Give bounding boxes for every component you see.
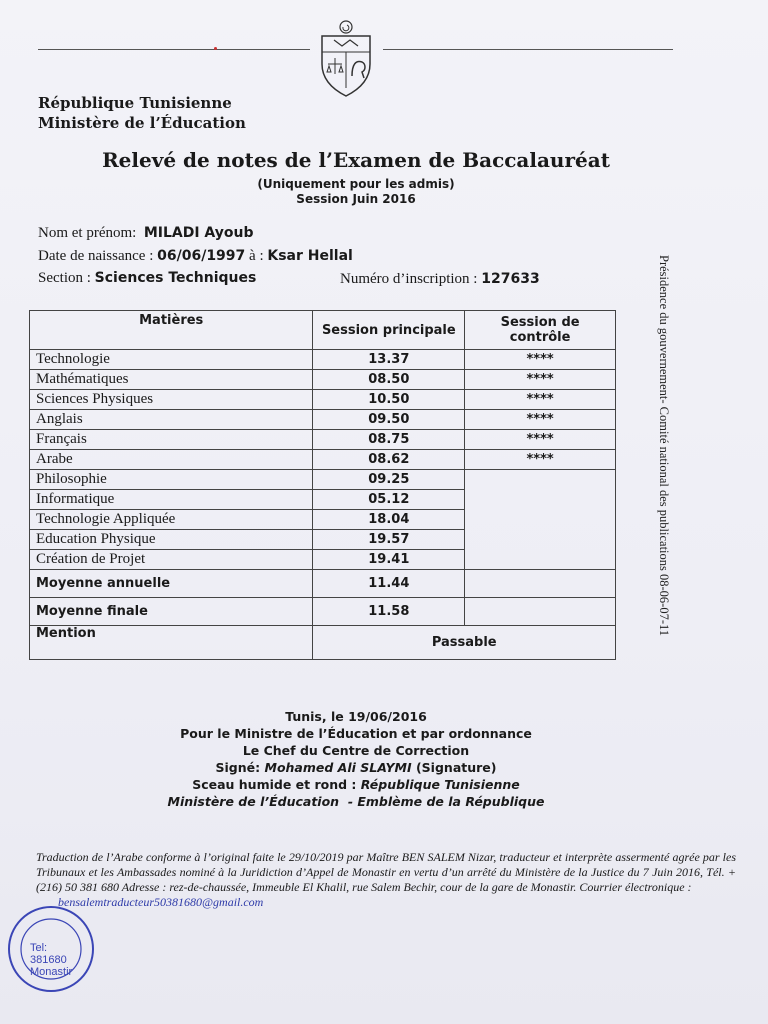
main-session-cell: 08.50: [313, 370, 465, 390]
main-session-cell: 10.50: [313, 390, 465, 410]
main-session-cell: 08.75: [313, 430, 465, 450]
side-publication-note: Présidence du gouvernement- Comité national des publications 08-06-07-11: [657, 255, 671, 637]
header-control-session: Session de contrôle: [465, 311, 616, 350]
ministry-emblem-line: [0, 793, 712, 810]
stamp-line-3: Monastir: [30, 966, 73, 978]
signed-label: Signé:: [215, 760, 261, 775]
header-main-session: Session principale: [313, 311, 465, 350]
section-line: [38, 270, 256, 287]
final-average-row: [30, 598, 616, 626]
registration-label: Numéro d’inscription :: [340, 271, 478, 287]
main-session-cell: 09.25: [313, 470, 465, 490]
stamp-line-1: Tel:: [30, 942, 48, 954]
final-average-label: Moyenne finale: [30, 598, 313, 626]
table-row: [30, 470, 616, 490]
annual-average-label: Moyenne annuelle: [30, 570, 313, 598]
place-date: Tunis, le 19/06/2016: [285, 709, 427, 724]
main-session-cell: 08.62: [313, 450, 465, 470]
subject-cell: Education Physique: [30, 530, 313, 550]
student-name-line: [38, 225, 254, 242]
ministry-heading: Ministère de l’Éducation: [38, 114, 246, 132]
seal-label: Sceau humide et rond :: [192, 777, 357, 792]
republic-emblem-icon: [314, 18, 378, 98]
table-row: [30, 430, 616, 450]
birth-place: Ksar Hellal: [267, 248, 353, 264]
grades-table: [29, 310, 616, 660]
document-title: Relevé de notes de l’Examen de Baccalauréat: [102, 148, 610, 172]
stamp-text: [30, 942, 72, 978]
subject-cell: Arabe: [30, 450, 313, 470]
table-row: [30, 410, 616, 430]
main-session-cell: 19.57: [313, 530, 465, 550]
mention-row: [30, 626, 616, 660]
table-row: [30, 370, 616, 390]
table-row: [30, 450, 616, 470]
translator-email[interactable]: bensalemtraducteur50381680@gmail.com: [58, 895, 264, 909]
session-label: Session Juin 2016: [296, 192, 416, 206]
section-value: Sciences Techniques: [94, 270, 257, 286]
birth-date: 06/06/1997: [157, 248, 246, 264]
subject-cell: Philosophie: [30, 470, 313, 490]
control-session-cell: ****: [465, 370, 616, 390]
seal-line: [0, 776, 712, 793]
annual-average-row: [30, 570, 616, 598]
main-session-cell: 05.12: [313, 490, 465, 510]
stamp-line-2: 381680: [30, 954, 67, 966]
main-session-cell: 19.41: [313, 550, 465, 570]
document-subtitle: (Uniquement pour les admis): [257, 177, 455, 191]
header-subjects: Matières: [30, 311, 313, 350]
main-session-cell: 18.04: [313, 510, 465, 530]
control-session-cell: ****: [465, 430, 616, 450]
control-session-empty: [465, 470, 616, 570]
header-rule-right: [383, 49, 673, 50]
mention-value: Passable: [313, 626, 616, 660]
subject-cell: Sciences Physiques: [30, 390, 313, 410]
ordinance-line: Pour le Ministre de l’Éducation et par ordonnance: [180, 726, 532, 741]
mention-label: Mention: [30, 626, 313, 660]
subject-cell: Mathématiques: [30, 370, 313, 390]
student-name: MILADI Ayoub: [143, 225, 254, 241]
main-session-cell: 13.37: [313, 350, 465, 370]
control-session-cell: ****: [465, 450, 616, 470]
birth-label: Date de naissance :: [38, 248, 154, 264]
birth-place-label: à :: [249, 248, 264, 264]
subject-cell: Français: [30, 430, 313, 450]
seal-value: République Tunisienne: [360, 777, 520, 792]
signed-name: Mohamed Ali SLAYMI: [264, 760, 412, 775]
translation-text: Traduction de l’Arabe conforme à l’original faite le 29/10/2019 par Maître BEN SALEM Nizar, traducteur et interprète assermenté agrée par les Tribunaux et les Ambassades nominé à la Juridiction d’Appel de Monastir en vertu d’un arrêté du Ministère de la Justice du 7 Juin 2016, Tél. + (216) 50 381 680 Adresse : rez-de-chaussée, Immeuble El Khalil, rue Salem Bechir, cour de la gare de Monastir. Courrier électronique :: [36, 850, 736, 894]
control-session-cell: ****: [465, 410, 616, 430]
subject-cell: Technologie Appliquée: [30, 510, 313, 530]
ink-dot: [214, 47, 217, 50]
main-session-cell: 09.50: [313, 410, 465, 430]
signature-block: [0, 708, 712, 810]
subject-cell: Informatique: [30, 490, 313, 510]
registration-number: 127633: [481, 271, 540, 287]
signed-note: (Signature): [415, 760, 497, 775]
signed-line: [0, 759, 712, 776]
birth-line: [38, 248, 353, 265]
republic-heading: République Tunisienne: [38, 94, 232, 112]
registration-line: [340, 271, 540, 288]
subject-cell: Anglais: [30, 410, 313, 430]
correction-chief: Le Chef du Centre de Correction: [242, 743, 470, 758]
annual-average-control: [465, 570, 616, 598]
translation-note: [36, 850, 736, 910]
final-average-value: 11.58: [313, 598, 465, 626]
final-average-control: [465, 598, 616, 626]
table-header-row: [30, 311, 616, 350]
footer-ministry: Ministère de l’Éducation: [167, 794, 340, 809]
table-row: [30, 350, 616, 370]
control-session-cell: ****: [465, 390, 616, 410]
footer-emblem: - Emblème de la République: [347, 794, 545, 809]
annual-average-value: 11.44: [313, 570, 465, 598]
subject-cell: Technologie: [30, 350, 313, 370]
section-label: Section :: [38, 270, 91, 286]
subject-cell: Création de Projet: [30, 550, 313, 570]
table-row: [30, 390, 616, 410]
header-rule-left: [38, 49, 310, 50]
control-session-cell: ****: [465, 350, 616, 370]
name-label: Nom et prénom:: [38, 225, 137, 241]
